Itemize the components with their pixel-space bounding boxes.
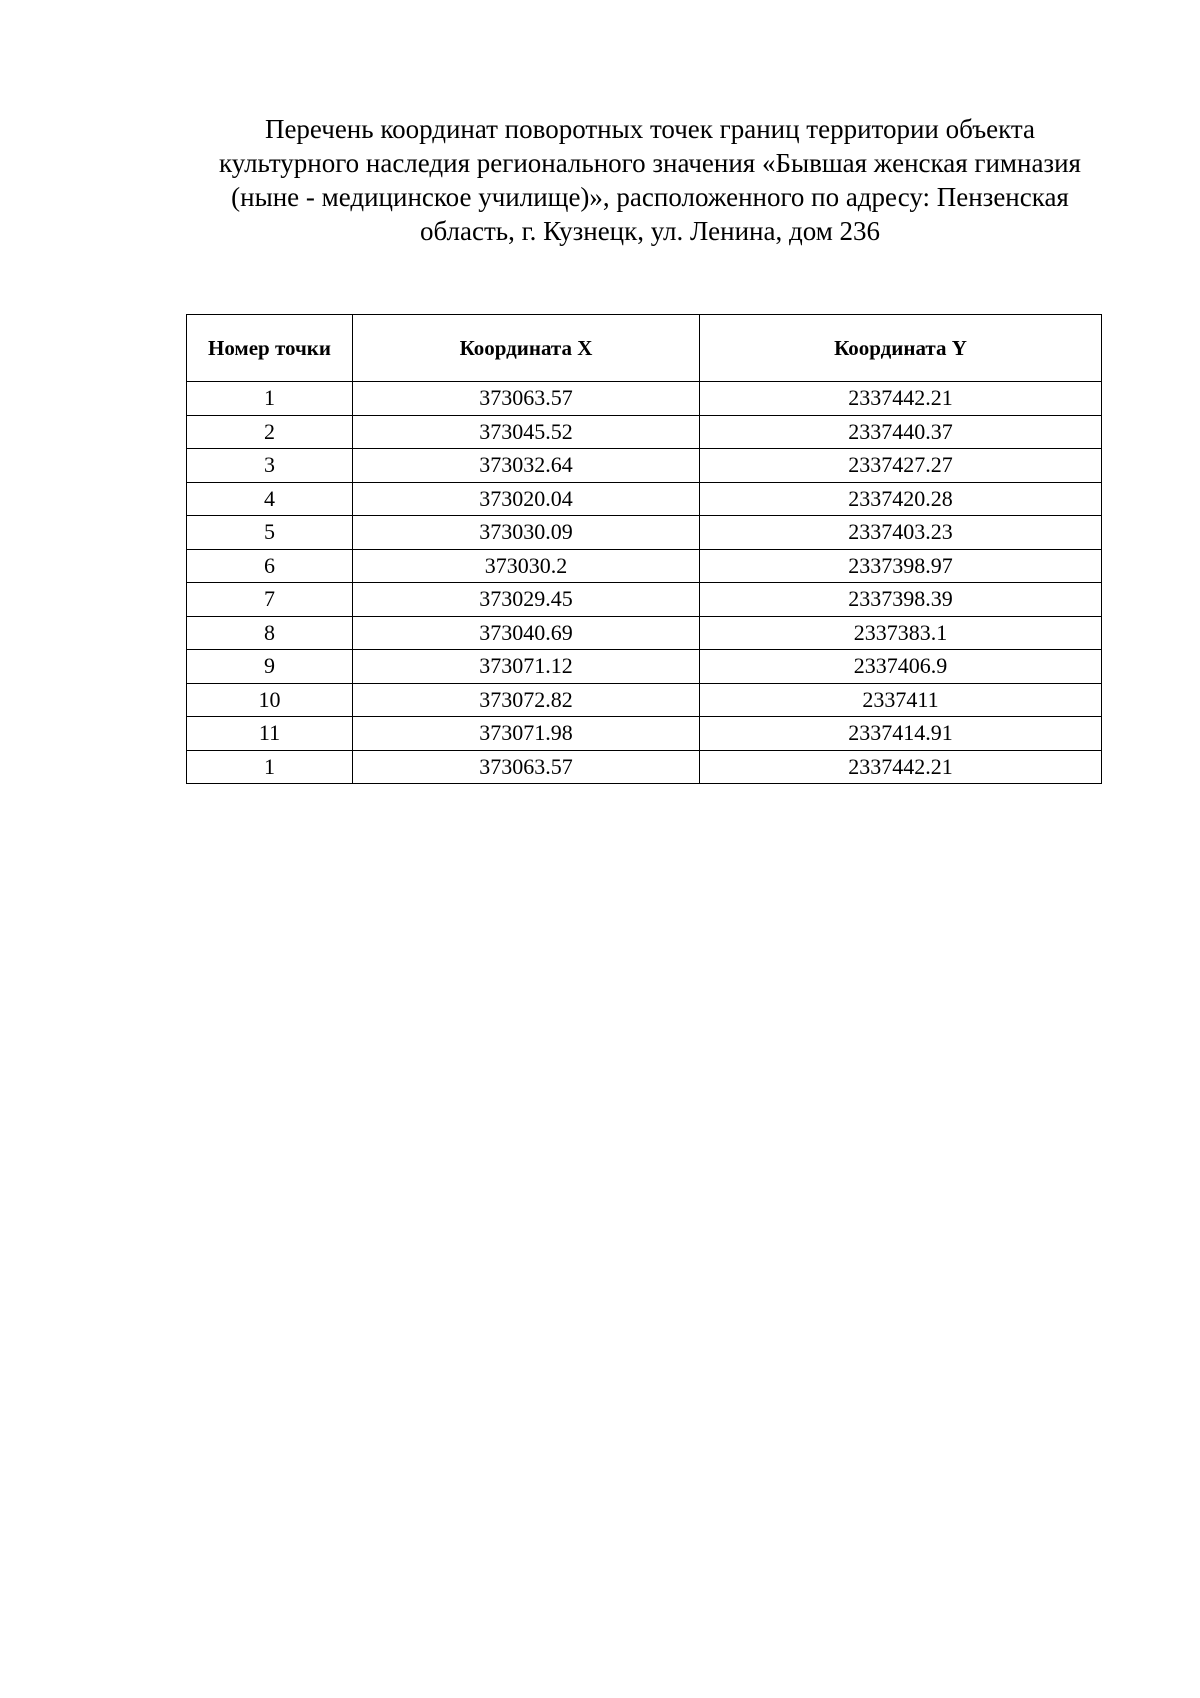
cell-coordinate-x: 373032.64 <box>353 449 700 483</box>
cell-coordinate-x: 373040.69 <box>353 616 700 650</box>
document-title <box>175 112 1125 248</box>
cell-coordinate-y: 2337406.9 <box>700 650 1102 684</box>
cell-coordinate-x: 373030.2 <box>353 549 700 583</box>
cell-coordinate-x: 373063.57 <box>353 750 700 784</box>
cell-coordinate-y: 2337442.21 <box>700 750 1102 784</box>
table-row <box>187 616 1102 650</box>
cell-point-number: 5 <box>187 516 353 550</box>
cell-coordinate-y: 2337411 <box>700 683 1102 717</box>
header-coordinate-x: Координата X <box>353 315 700 382</box>
cell-point-number: 1 <box>187 382 353 416</box>
cell-coordinate-y: 2337414.91 <box>700 717 1102 751</box>
cell-point-number: 3 <box>187 449 353 483</box>
table-row <box>187 516 1102 550</box>
cell-coordinate-x: 373063.57 <box>353 382 700 416</box>
table-row <box>187 482 1102 516</box>
cell-point-number: 7 <box>187 583 353 617</box>
cell-point-number: 6 <box>187 549 353 583</box>
cell-coordinate-y: 2337383.1 <box>700 616 1102 650</box>
table-row <box>187 415 1102 449</box>
table-row <box>187 717 1102 751</box>
cell-coordinate-x: 373072.82 <box>353 683 700 717</box>
cell-point-number: 1 <box>187 750 353 784</box>
cell-coordinate-y: 2337398.97 <box>700 549 1102 583</box>
cell-coordinate-x: 373030.09 <box>353 516 700 550</box>
cell-coordinate-x: 373045.52 <box>353 415 700 449</box>
cell-point-number: 2 <box>187 415 353 449</box>
cell-coordinate-x: 373020.04 <box>353 482 700 516</box>
table-row <box>187 583 1102 617</box>
table-row <box>187 382 1102 416</box>
cell-point-number: 9 <box>187 650 353 684</box>
title-line: культурного наследия регионального значения «Бывшая женская гимназия <box>219 148 1081 178</box>
cell-point-number: 4 <box>187 482 353 516</box>
cell-coordinate-y: 2337420.28 <box>700 482 1102 516</box>
cell-point-number: 11 <box>187 717 353 751</box>
cell-coordinate-x: 373071.12 <box>353 650 700 684</box>
header-coordinate-y: Координата Y <box>700 315 1102 382</box>
table-row <box>187 449 1102 483</box>
cell-coordinate-x: 373029.45 <box>353 583 700 617</box>
table-row <box>187 549 1102 583</box>
cell-coordinate-y: 2337403.23 <box>700 516 1102 550</box>
cell-coordinate-y: 2337440.37 <box>700 415 1102 449</box>
cell-coordinate-x: 373071.98 <box>353 717 700 751</box>
table-row <box>187 650 1102 684</box>
cell-coordinate-y: 2337398.39 <box>700 583 1102 617</box>
cell-point-number: 10 <box>187 683 353 717</box>
cell-point-number: 8 <box>187 616 353 650</box>
table-row <box>187 683 1102 717</box>
header-point-number: Номер точки <box>187 315 353 382</box>
title-line: Перечень координат поворотных точек границ территории объекта <box>264 114 1036 144</box>
cell-coordinate-y: 2337427.27 <box>700 449 1102 483</box>
coordinates-table <box>186 314 1102 784</box>
table-header-row <box>187 315 1102 382</box>
title-line: (ныне - медицинское училище)», расположенного по адресу: Пензенская <box>231 182 1069 212</box>
title-line: область, г. Кузнецк, ул. Ленина, дом 236 <box>419 216 881 246</box>
cell-coordinate-y: 2337442.21 <box>700 382 1102 416</box>
table-row <box>187 750 1102 784</box>
